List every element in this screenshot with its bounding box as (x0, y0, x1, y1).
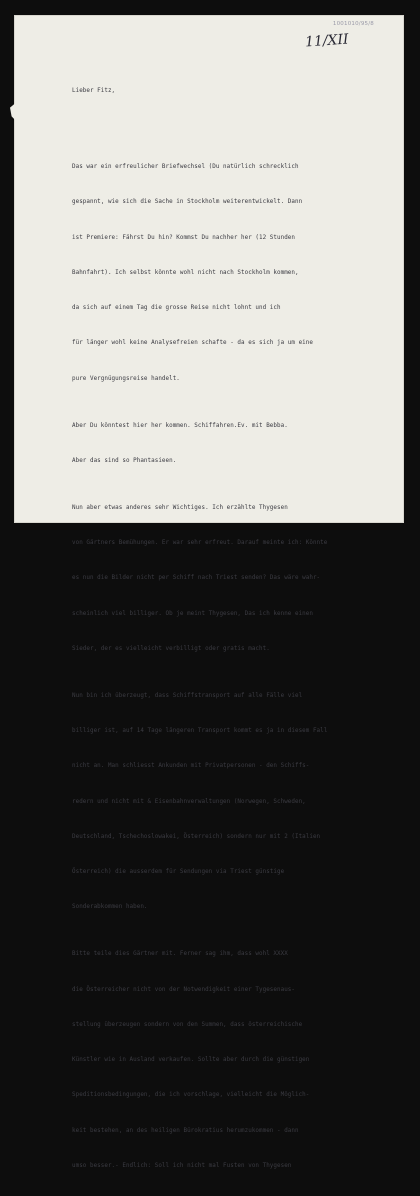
letter-body (72, 62, 384, 1196)
text-line: Aber Du könntest hier her kommen. Schiffahren.Ev. mit Bebba. (72, 422, 288, 429)
text-line: Aber das sind so Phantasieen. (72, 457, 177, 464)
letter-page (14, 15, 404, 1169)
text-line: Künstler wie in Ausland verkaufen. Sollte aber durch die günstigen (72, 1057, 310, 1063)
text-line: Nun bin ich überzeugt, dass Schiffstransport auf alle Fälle viel (72, 692, 303, 699)
text-line: scheinlich viel billiger. Ob je meint Thygesen, Das ich kenne einen (72, 610, 313, 617)
text-line: Deutschland, Tschechoslowakei, Österreich) sondern nur mit 2 (Italien (72, 833, 321, 840)
greeting: Lieber Fitz, (72, 87, 116, 94)
text-line: pure Vergnügungsreise handelt. (72, 375, 180, 382)
text-line: Bitte teile dies Gärtner mit. Ferner sag ihm, dass wohl XXXX (72, 951, 288, 958)
text-line: Sieder, der es vielleicht verbilligt oder gratis macht. (72, 645, 270, 652)
text-line: nicht an. Man schliesst Ankunden mit Privatpersonen - den Schiffs- (72, 763, 310, 770)
text-line: es nun die Bilder nicht per Schiff nach Triest senden? Das wäre wahr- (72, 575, 321, 582)
text-line: umso besser.- Endlich: Soll ich nicht mal Fusten von Thygesen (72, 1162, 292, 1169)
text-line: gespannt, wie sich die Sache in Stockholm weiterentwickelt. Dann (72, 199, 303, 206)
text-line: Sonderabkommen haben. (72, 904, 148, 911)
text-line: Speditionsbedingungen, die ich vorschlage, vielleicht die Möglich- (72, 1092, 310, 1099)
text-line: stellung überzeugen sondern von den Summen, dass österreichische (72, 1021, 303, 1028)
text-line: von Gärtners Bemühungen. Er war sehr erfreut. Darauf meinte ich: Könnte (72, 540, 328, 546)
text-line: für länger wohl keine Analysefreien schafte - da es sich ja um eine (72, 340, 313, 347)
text-line: keit bestehen, an des heiligen Bürokratius herumzukommen - dann (72, 1127, 299, 1134)
text-line: billiger ist, auf 14 Tage längeren Transport kommt es ja in diesem Fall (72, 728, 328, 734)
text-line: Das war ein erfreulicher Briefwechsel (Du natürlich schrecklich (72, 164, 299, 170)
text-line: Nun aber etwas anderes sehr Wichtiges. Ich erzählte Thygesen (72, 504, 288, 511)
archive-id: 1001010/95/8 (332, 21, 374, 27)
text-line: Österreich) die ausserdem für Sendungen via Triest günstige (72, 869, 285, 875)
text-line: die Österreicher nicht von der Notwendigkeit einer Tygesenaus- (72, 986, 295, 993)
text-line: redern und nicht mit & Eisenbahnverwaltungen (Norwegen, Schweden, (72, 798, 306, 805)
text-line: Bahnfahrt). Ich selbst könnte wohl nicht nach Stockholm kommen, (72, 269, 299, 276)
text-line: da sich auf einem Tag die grosse Reise nicht lohnt und ich (72, 305, 281, 311)
folio-number: 11/XII (304, 31, 350, 51)
text-line: ist Premiere: Fährst Du hin? Kommst Du nachher her (12 Stunden (72, 234, 295, 241)
